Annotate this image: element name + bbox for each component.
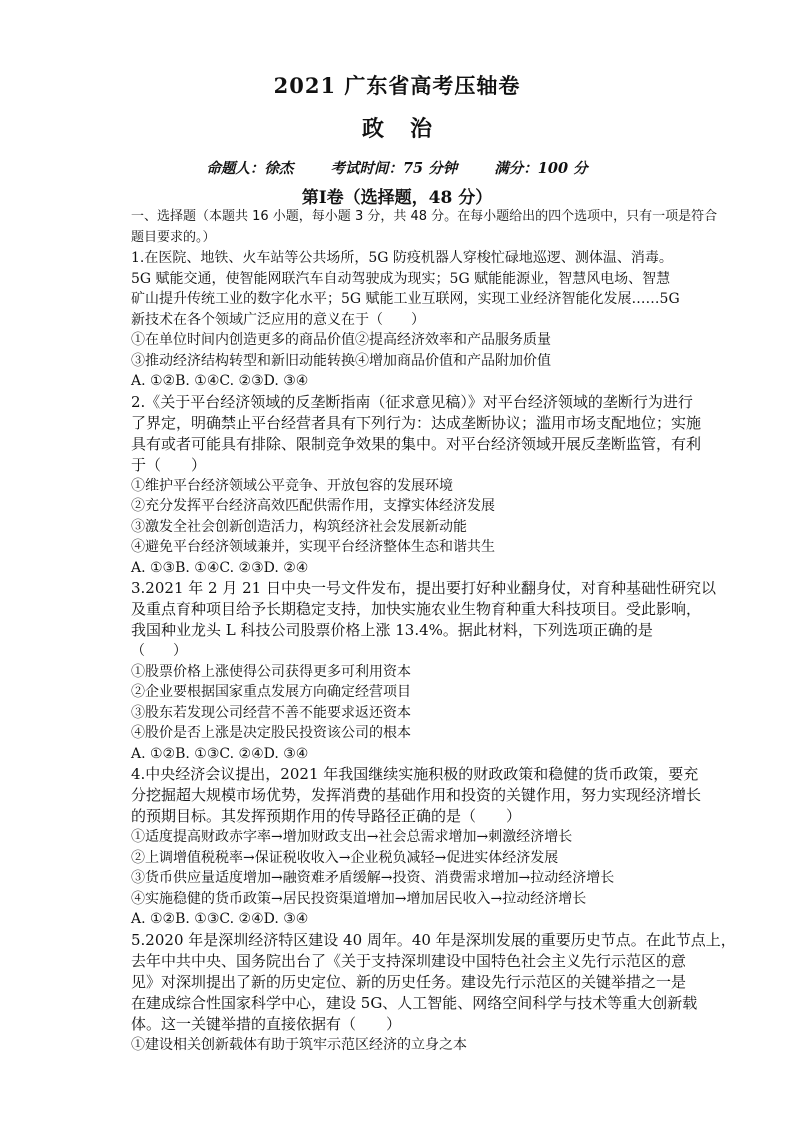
question-stem-line: 矿山提升传统工业的数字化水平；5G 赋能工业互联网，实现工业经济智能化发展……5G [131, 291, 680, 307]
question-2 [131, 392, 702, 579]
question-stem-line: 分挖掘超大规模市场优势，发挥消费的基础作用和投资的关键作用，努力实现经济增长 [131, 786, 702, 804]
question-stem-line: （ ） [131, 643, 187, 659]
instructions-line: 题目要求的。） [131, 229, 216, 245]
question-4 [131, 764, 702, 930]
question-option-line: ③激发全社会创新创造活力，构筑经济社会发展新动能 [131, 518, 467, 535]
question-option-line: ④股价是否上涨是决定股民投资该公司的根本 [131, 725, 411, 741]
question-stem-line: 具有或者可能具有排除、限制竞争效果的集中。对平台经济领域开展反垄断监管，有利 [131, 434, 702, 453]
question-option-line: ①股票价格上涨使得公司获得更多可利用资本 [131, 663, 411, 680]
question-stem-line: 见》对深圳提出了新的历史定位、新的历史任务。建设先行示范区的关键举措之一是 [131, 972, 687, 991]
question-stem-line: 5G 赋能交通，使智能网联汽车自动驾驶成为现实；5G 赋能能源业，智慧风电场、智慧 [131, 270, 671, 287]
question-stem-line: 2.《关于平台经济领域的反垄断指南（征求意见稿）》对平台经济领域的垄断行为进行 [131, 392, 693, 411]
question-5 [131, 930, 736, 1056]
subject-title: 政治 [361, 116, 458, 142]
question-option-line: ②上调增值税税率→保证税收收入→企业税负减轻→促进实体经济发展 [131, 849, 559, 866]
question-1 [131, 248, 680, 392]
question-stem-line: 的预期目标。其发挥预期作用的传导路径正确的是（ ） [131, 807, 522, 825]
question-option-line: ①在单位时间内创造更多的商品价值②提高经济效率和产品服务质量 [131, 332, 551, 348]
question-stem-line: 在建成综合性国家科学中心，建设 5G、人工智能、网络空间科学与技术等重大创新载 [131, 993, 698, 1012]
author: 命题人：徐杰 [206, 160, 294, 177]
question-stem-line: 4.中央经济会议提出，2021 年我国继续实施积极的财政政策和稳健的货币政策，要充 [131, 765, 699, 783]
instructions-line: 一、选择题（本题共 16 小题，每小题 3 分，共 48 分。在每小题给出的四个选项中，只有一项是符合 [131, 209, 718, 224]
answer-choices: A. ①②B. ①④C. ②③D. ③④ [131, 373, 309, 389]
question-option-line: ②充分发挥平台经济高效匹配供需作用，支撑实体经济发展 [131, 498, 495, 514]
section-title: 第Ⅰ卷（选择题，48 分） [301, 188, 493, 208]
question-stem-line: 了界定，明确禁止平台经营者具有下列行为：达成垄断协议；滥用市场支配地位；实施 [131, 413, 702, 432]
question-option-line: ②企业要根据国家重点发展方向确定经营项目 [131, 684, 411, 700]
answer-choices: A. ①②B. ①③C. ②④D. ③④ [131, 745, 309, 762]
question-stem-line: 我国种业龙头 L 科技公司股票价格上涨 13.4%。据此材料，下列选项正确的是 [131, 621, 653, 639]
question-option-line: ④实施稳健的货币政策→居民投资渠道增加→增加居民收入→拉动经济增长 [131, 890, 587, 907]
answer-choices: A. ①③B. ①④C. ②③D. ②④ [131, 559, 309, 576]
question-option-line: ①维护平台经济领域公平竞争、开放包容的发展环境 [131, 477, 453, 494]
question-option-line: ①适度提高财政赤字率→增加财政支出→社会总需求增加→刺激经济增长 [131, 829, 573, 845]
question-option-line: ③货币供应量适度增加→融资难矛盾缓解→投资、消费需求增加→拉动经济增长 [131, 870, 615, 886]
exam-body [131, 207, 736, 1055]
question-option-line: ④避免平台经济领域兼并，实现平台经济整体生态和谐共生 [131, 539, 495, 555]
exam-meta [0, 157, 794, 178]
question-option-line: ③股东若发现公司经营不善不能要求返还资本 [131, 704, 411, 721]
exam-time: 考试时间：75 分钟 [330, 160, 458, 177]
full-score: 满分：100 分 [494, 160, 588, 177]
question-stem-line: 体。这一关键举措的直接依据有（ ） [131, 1014, 402, 1033]
question-option-line: ③推动经济结构转型和新旧动能转换④增加商品价值和产品附加价值 [131, 352, 551, 369]
answer-choices: A. ①②B. ①③C. ②④D. ③④ [131, 911, 309, 927]
exam-title: 2021 广东省高考压轴卷 [273, 73, 521, 98]
question-stem-line: 于（ ） [131, 455, 207, 474]
question-stem-line: 5.2020 年是深圳经济特区建设 40 周年。40 年是深圳发展的重要历史节点。在此节点上， [131, 930, 736, 949]
question-stem-line: 及重点育种项目给予长期稳定支持，加快实施农业生物育种重大科技项目。受此影响， [131, 600, 702, 618]
question-option-line: ①建设相关创新载体有助于筑牢示范区经济的立身之本 [131, 1036, 467, 1053]
question-3 [131, 578, 716, 764]
question-stem-line: 去年中共中央、国务院出台了《关于支持深圳建设中国特色社会主义先行示范区的意 [131, 951, 687, 970]
question-stem-line: 3.2021 年 2 月 21 日中央一号文件发布，提出要打好种业翻身仗，对育种基础性研究以 [131, 579, 716, 597]
question-stem-line: 1.在医院、地铁、火车站等公共场所，5G 防疫机器人穿梭忙碌地巡逻、测体温、消毒。 [131, 250, 673, 266]
question-stem-line: 新技术在各个领域广泛应用的意义在于（ ） [131, 311, 425, 328]
